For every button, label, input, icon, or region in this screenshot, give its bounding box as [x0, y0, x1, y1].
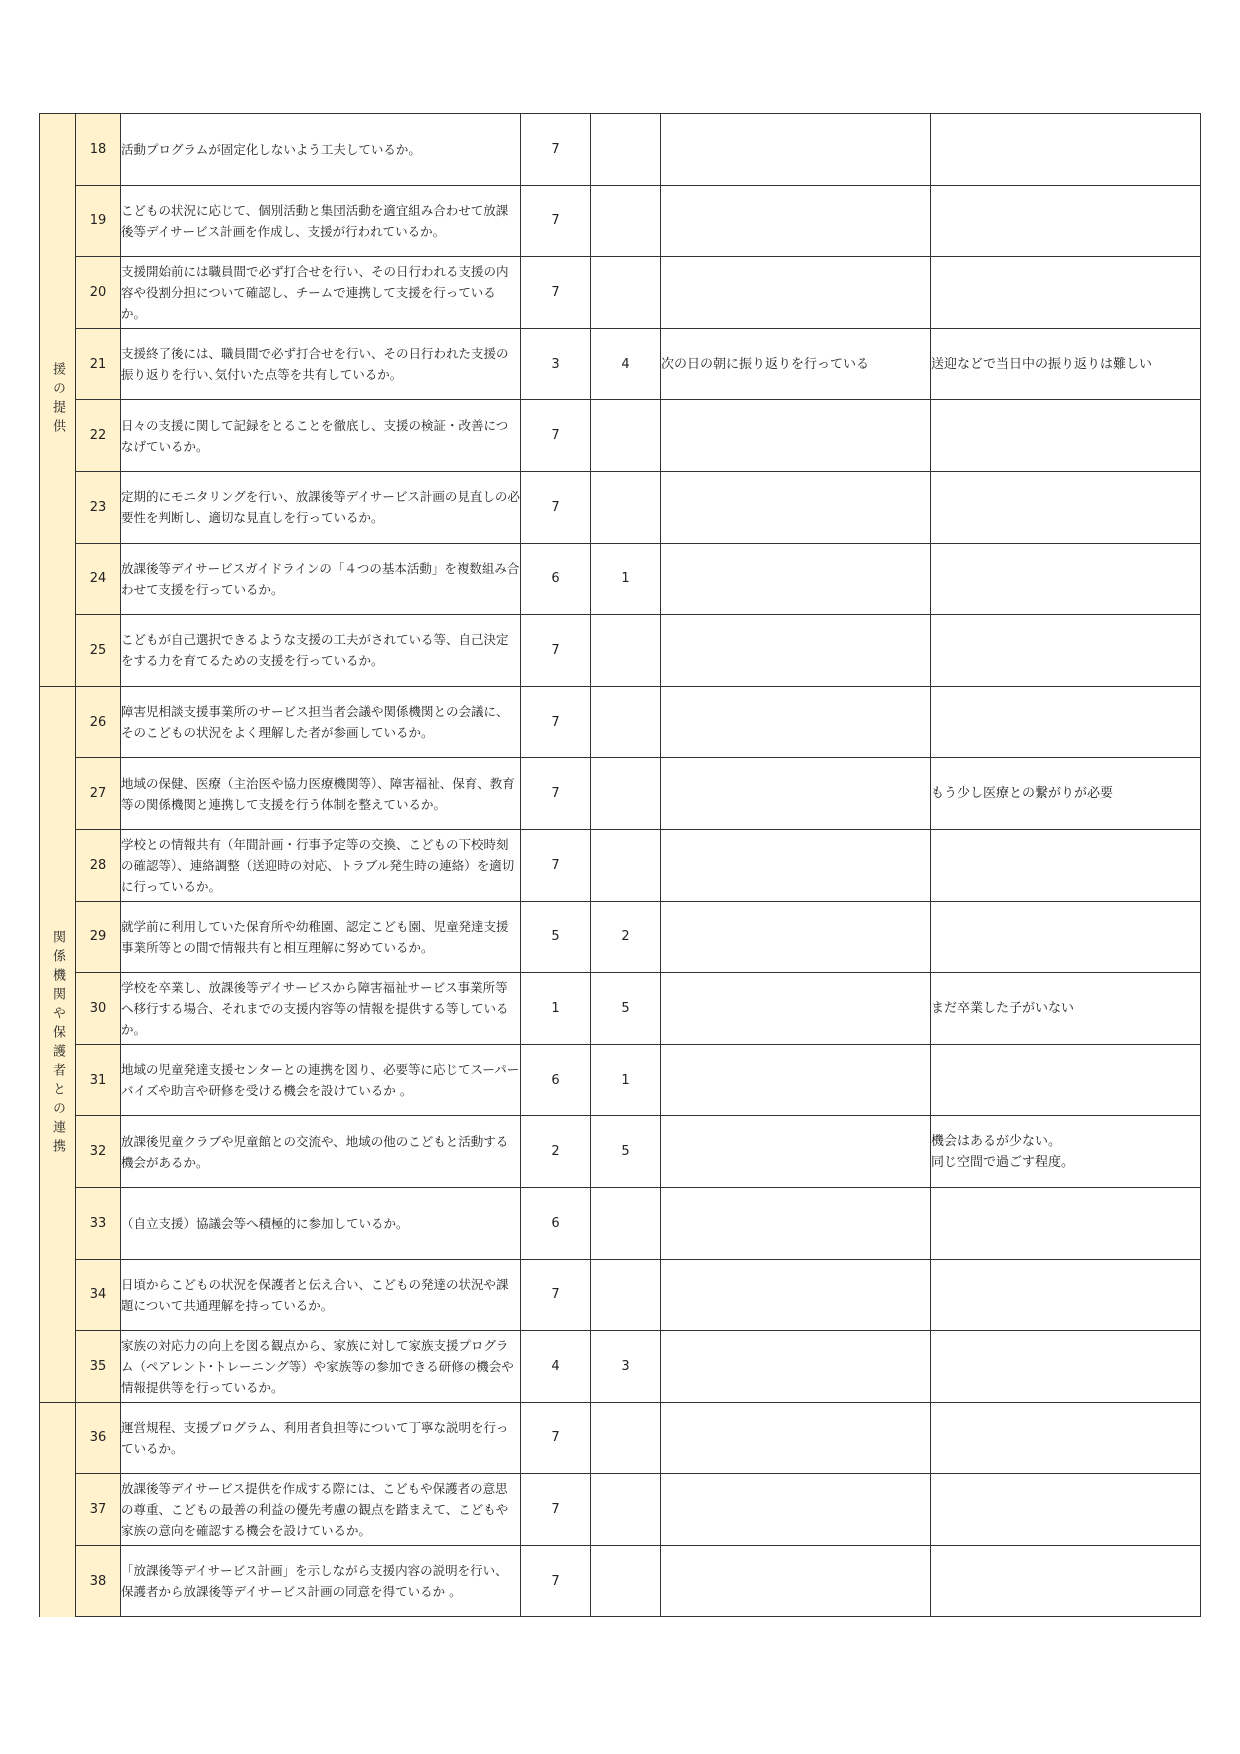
question-text: 運営規程、支援プログラム、利用者負担等について丁寧な説明を行っているか。	[121, 1402, 521, 1474]
table-row	[40, 400, 1201, 472]
table-row	[40, 328, 1201, 400]
comment-2	[931, 1044, 1201, 1116]
yes-count: 7	[521, 1545, 591, 1617]
no-count	[591, 1187, 661, 1259]
category-label: 関係機関や保護者との連携	[50, 930, 65, 1159]
comment-1	[661, 973, 931, 1045]
table-row	[40, 686, 1201, 758]
comment-2: 機会はあるが少ない。 同じ空間で過ごす程度。	[931, 1116, 1201, 1188]
no-count: 1	[591, 543, 661, 615]
table-row	[40, 1187, 1201, 1259]
table-row	[40, 185, 1201, 257]
category-cell-support	[40, 114, 76, 687]
comment-1	[661, 1259, 931, 1331]
yes-count: 7	[521, 1259, 591, 1331]
yes-count: 5	[521, 901, 591, 973]
question-text: 地域の保健、医療（主治医や協力医療機関等）、障害福祉、保育、教育等の関係機関と連携して支援を行う体制を整えているか。	[121, 758, 521, 830]
no-count: 5	[591, 973, 661, 1045]
yes-count: 7	[521, 615, 591, 687]
yes-count: 6	[521, 543, 591, 615]
no-count	[591, 1545, 661, 1617]
comment-2: まだ卒業した子がいない	[931, 973, 1201, 1045]
question-text: 支援開始前には職員間で必ず打合せを行い、その日行われる支援の内容や役割分担について確認し、チームで連携して支援を行っているか。	[121, 257, 521, 329]
evaluation-table	[39, 113, 1201, 1617]
comment-2	[931, 1331, 1201, 1403]
item-number: 19	[76, 185, 121, 257]
table-row	[40, 1331, 1201, 1403]
comment-2	[931, 543, 1201, 615]
no-count	[591, 257, 661, 329]
table-row	[40, 901, 1201, 973]
comment-2	[931, 829, 1201, 901]
yes-count: 7	[521, 686, 591, 758]
table-row	[40, 543, 1201, 615]
comment-1	[661, 400, 931, 472]
comment-2	[931, 1545, 1201, 1617]
yes-count: 7	[521, 114, 591, 186]
item-number: 18	[76, 114, 121, 186]
comment-1	[661, 1187, 931, 1259]
yes-count: 7	[521, 1402, 591, 1474]
no-count	[591, 686, 661, 758]
comment-1	[661, 758, 931, 830]
item-number: 34	[76, 1259, 121, 1331]
comment-2	[931, 1187, 1201, 1259]
yes-count: 3	[521, 328, 591, 400]
comment-1	[661, 185, 931, 257]
item-number: 20	[76, 257, 121, 329]
question-text: 「放課後等デイサービス計画」を示しながら支援内容の説明を行い、保護者から放課後等デイサービス計画の同意を得ているか 。	[121, 1545, 521, 1617]
yes-count: 7	[521, 829, 591, 901]
question-text: （自立支援）協議会等へ積極的に参加しているか。	[121, 1187, 521, 1259]
comment-2	[931, 257, 1201, 329]
no-count	[591, 829, 661, 901]
comment-1	[661, 686, 931, 758]
comment-2	[931, 114, 1201, 186]
question-text: こどもが自己選択できるような支援の工夫がされている等、自己決定をする力を育てるための支援を行っているか。	[121, 615, 521, 687]
comment-2	[931, 400, 1201, 472]
table-row	[40, 1044, 1201, 1116]
yes-count: 7	[521, 400, 591, 472]
item-number: 38	[76, 1545, 121, 1617]
comment-2	[931, 686, 1201, 758]
question-text: 地域の児童発達支援センターとの連携を図り、必要等に応じてスーパーバイズや助言や研修を受ける機会を設けているか 。	[121, 1044, 521, 1116]
comment-1	[661, 257, 931, 329]
no-count	[591, 471, 661, 543]
comment-2	[931, 1402, 1201, 1474]
comment-2	[931, 471, 1201, 543]
comment-1	[661, 1474, 931, 1546]
comment-1	[661, 1116, 931, 1188]
no-count	[591, 185, 661, 257]
item-number: 35	[76, 1331, 121, 1403]
question-text: 家族の対応力の向上を図る観点から、家族に対して家族支援プログラム（ペアレント･トレーニング等）や家族等の参加できる研修の機会や情報提供等を行っているか。	[121, 1331, 521, 1403]
question-text: 定期的にモニタリングを行い、放課後等デイサービス計画の見直しの必要性を判断し、適切な見直しを行っているか。	[121, 471, 521, 543]
item-number: 33	[76, 1187, 121, 1259]
item-number: 28	[76, 829, 121, 901]
no-count: 2	[591, 901, 661, 973]
question-text: 学校を卒業し、放課後等デイサービスから障害福祉サービス事業所等へ移行する場合、それまでの支援内容等の情報を提供する等しているか。	[121, 973, 521, 1045]
comment-1	[661, 114, 931, 186]
item-number: 22	[76, 400, 121, 472]
question-text: 放課後児童クラブや児童館との交流や、地域の他のこどもと活動する機会があるか。	[121, 1116, 521, 1188]
question-text: 就学前に利用していた保育所や幼稚園、認定こども園、児童発達支援事業所等との間で情報共有と相互理解に努めているか。	[121, 901, 521, 973]
yes-count: 7	[521, 471, 591, 543]
comment-1: 次の日の朝に振り返りを行っている	[661, 328, 931, 400]
yes-count: 4	[521, 1331, 591, 1403]
question-text: 活動プログラムが固定化しないよう工夫しているか。	[121, 114, 521, 186]
table-row	[40, 1116, 1201, 1188]
table-row	[40, 829, 1201, 901]
yes-count: 6	[521, 1044, 591, 1116]
comment-1	[661, 543, 931, 615]
comment-1	[661, 829, 931, 901]
table-row	[40, 1545, 1201, 1617]
question-text: 日々の支援に関して記録をとることを徹底し、支援の検証・改善につなげているか。	[121, 400, 521, 472]
no-count	[591, 1402, 661, 1474]
question-text: 放課後等デイサービスガイドラインの「４つの基本活動」を複数組み合わせて支援を行っているか。	[121, 543, 521, 615]
no-count	[591, 758, 661, 830]
comment-2: 送迎などで当日中の振り返りは難しい	[931, 328, 1201, 400]
yes-count: 1	[521, 973, 591, 1045]
no-count: 3	[591, 1331, 661, 1403]
no-count: 5	[591, 1116, 661, 1188]
item-number: 26	[76, 686, 121, 758]
question-text: 放課後等デイサービス提供を作成する際には、こどもや保護者の意思の尊重、こどもの最善の利益の優先考慮の観点を踏まえて、こどもや家族の意向を確認する機会を設けているか。	[121, 1474, 521, 1546]
item-number: 37	[76, 1474, 121, 1546]
yes-count: 7	[521, 758, 591, 830]
item-number: 21	[76, 328, 121, 400]
comment-2	[931, 1259, 1201, 1331]
item-number: 24	[76, 543, 121, 615]
table-row	[40, 1259, 1201, 1331]
yes-count: 7	[521, 1474, 591, 1546]
item-number: 25	[76, 615, 121, 687]
table-row	[40, 973, 1201, 1045]
item-number: 32	[76, 1116, 121, 1188]
question-text: 学校との情報共有（年間計画・行事予定等の交換、こどもの下校時刻の確認等）、連絡調整（送迎時の対応、トラブル発生時の連絡）を適切に行っているか。	[121, 829, 521, 901]
item-number: 23	[76, 471, 121, 543]
table-row	[40, 114, 1201, 186]
comment-1	[661, 1044, 931, 1116]
table-row	[40, 615, 1201, 687]
question-text: 障害児相談支援事業所のサービス担当者会議や関係機関との会議に、そのこどもの状況をよく理解した者が参画しているか。	[121, 686, 521, 758]
no-count: 4	[591, 328, 661, 400]
table-row	[40, 1402, 1201, 1474]
comment-2	[931, 1474, 1201, 1546]
comment-1	[661, 1402, 931, 1474]
table-row	[40, 471, 1201, 543]
item-number: 31	[76, 1044, 121, 1116]
table-body	[40, 114, 1201, 1617]
item-number: 30	[76, 973, 121, 1045]
comment-2	[931, 185, 1201, 257]
no-count	[591, 1474, 661, 1546]
no-count	[591, 1259, 661, 1331]
category-cell-explanation	[40, 1402, 76, 1617]
comment-1	[661, 1545, 931, 1617]
yes-count: 6	[521, 1187, 591, 1259]
no-count	[591, 114, 661, 186]
yes-count: 7	[521, 257, 591, 329]
no-count	[591, 615, 661, 687]
category-label: 援の提供	[50, 361, 65, 438]
item-number: 27	[76, 758, 121, 830]
item-number: 29	[76, 901, 121, 973]
question-text: 日頃からこどもの状況を保護者と伝え合い、こどもの発達の状況や課題について共通理解を持っているか。	[121, 1259, 521, 1331]
no-count: 1	[591, 1044, 661, 1116]
table-row	[40, 1474, 1201, 1546]
table-row	[40, 758, 1201, 830]
yes-count: 7	[521, 185, 591, 257]
comment-1	[661, 471, 931, 543]
yes-count: 2	[521, 1116, 591, 1188]
comment-2	[931, 615, 1201, 687]
no-count	[591, 400, 661, 472]
comment-1	[661, 615, 931, 687]
comment-1	[661, 901, 931, 973]
question-text: 支援終了後には、職員間で必ず打合せを行い、その日行われた支援の振り返りを行い､気付いた点等を共有しているか。	[121, 328, 521, 400]
category-cell-relations	[40, 686, 76, 1402]
item-number: 36	[76, 1402, 121, 1474]
comment-1	[661, 1331, 931, 1403]
table-row	[40, 257, 1201, 329]
comment-2	[931, 901, 1201, 973]
question-text: こどもの状況に応じて、個別活動と集団活動を適宜組み合わせて放課後等デイサービス計画を作成し、支援が行われているか。	[121, 185, 521, 257]
comment-2: もう少し医療との繋がりが必要	[931, 758, 1201, 830]
